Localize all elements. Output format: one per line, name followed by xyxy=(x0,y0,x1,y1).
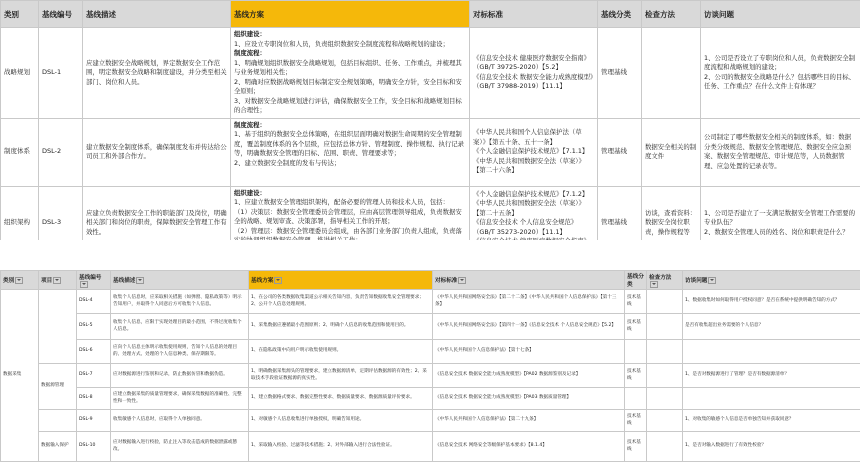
table-row xyxy=(1,314,860,340)
cell-id[interactable]: DSL-3 xyxy=(39,186,83,260)
cell-project[interactable] xyxy=(39,410,77,432)
table-row xyxy=(1,432,860,462)
cell-standard[interactable]: 《中华人民共和国网络安全法》【第四十一条】《信息安全技术 个人信息安全规范》【5.2】 xyxy=(433,314,625,340)
cell-standard[interactable] xyxy=(470,28,598,119)
cell-desc[interactable]: 应建立数据采集的质量管理要求，确保采集数据的准确性、完整性和一致性。 xyxy=(111,388,249,410)
cell-plan[interactable]: 1、明确数据采集源头的管理要求，建立数据源清单，定期评估数据源的有效性；2、采取技术手段验证数据源的真实性。 xyxy=(249,364,433,388)
cell-plan[interactable]: 1、在公司的各类数据收集渠道公示相关告知内容，负责告知数据收集安全管理要求；2、公开个人信息处理规则。 xyxy=(249,290,433,314)
std-line: 《信息安全技术 个人信息安全规范》（GB/T 35273-2020）【11.1】 xyxy=(473,218,578,236)
cell-type[interactable] xyxy=(625,340,647,364)
cell-desc[interactable]: 应对数据输入进行校验，防止注入等攻击造成的数据泄露或篡改。 xyxy=(111,432,249,462)
header-type[interactable]: 基线分类 xyxy=(598,1,642,28)
cell-plan[interactable]: 1、采取输入校验、过滤等技术措施；2、对外部输入进行合法性验证。 xyxy=(249,432,433,462)
plan-line: （1）决策层：数据安全管理委员会管理层，应由高层管理领导组成，负责数据安全的战略、规划审查、决策部署，指导相关工作的开展； xyxy=(234,207,462,225)
cell-check[interactable] xyxy=(647,364,683,388)
cell-standard[interactable]: 《中华人民共和国个人信息保护法》【第二十九条】 xyxy=(433,410,625,432)
cell-id[interactable]: DSL-2 xyxy=(39,118,83,186)
cell-id[interactable]: DSL-8 xyxy=(77,388,111,410)
table-row xyxy=(1,388,860,410)
cell-standard[interactable]: 《信息安全技术 数据安全能力成熟度模型》【PA02 数据源鉴别及记录】 xyxy=(433,364,625,388)
table-row xyxy=(1,290,860,314)
cell-check[interactable]: 访谈，查看资料：数据安全岗位职责，操作规程等 xyxy=(642,186,701,260)
cell-standard[interactable] xyxy=(470,118,598,186)
filter-dropdown-icon[interactable] xyxy=(80,281,88,288)
cell-id[interactable]: DSL-4 xyxy=(77,290,111,314)
header-standard[interactable]: 对标标准 xyxy=(470,1,598,28)
cell-plan[interactable]: 1、对敏感个人信息收集进行单独授权，明确告知用途。 xyxy=(249,410,433,432)
cell-category[interactable]: 战略规划 xyxy=(1,28,39,119)
cell-check[interactable] xyxy=(647,290,683,314)
cell-qa[interactable]: 是否有收集超出业务需要的个人信息？ xyxy=(683,314,860,340)
cell-plan[interactable]: 1、在隐私政策中向用户明示收集使用规则。 xyxy=(249,340,433,364)
header-id[interactable]: 基线编号 xyxy=(39,1,83,28)
plan-line: 3、对数据安全战略规划进行评估，确保数据安全工作，安全目标和战略规划目标的合理性； xyxy=(234,96,462,114)
cell-group[interactable]: 数据采集 xyxy=(1,290,39,462)
header-category[interactable]: 类别 xyxy=(1,271,39,290)
plan-line: 制度流程： xyxy=(234,120,266,129)
filter-dropdown-icon[interactable] xyxy=(708,277,716,284)
cell-plan[interactable] xyxy=(231,28,470,119)
cell-id[interactable]: DSL-10 xyxy=(77,432,111,462)
std-line: 《信息安全技术 数据安全能力成熟度模型》（GB/T 37988-2019）【11.1】 xyxy=(473,72,594,91)
table-row xyxy=(1,340,860,364)
filter-dropdown-icon[interactable] xyxy=(650,281,658,288)
std-line: 《个人金融信息保护技术规范》【7.1.2】 xyxy=(473,189,589,198)
cell-check[interactable] xyxy=(647,340,683,364)
cell-check[interactable] xyxy=(647,388,683,410)
qa-line: 2、公司的数据安全战略是什么？包括哪些目的目标、任务、工作重点？在什么文件上有体现？ xyxy=(704,72,856,91)
qa-line: 1、公司是否设立了专职岗位和人员，负责数据安全制度流程和战略规划的建设； xyxy=(704,53,856,72)
header-type[interactable]: 基线分类 xyxy=(625,271,647,290)
cell-qa[interactable] xyxy=(701,28,860,119)
header-qa[interactable]: 访谈问题 xyxy=(683,271,860,290)
cell-project[interactable] xyxy=(39,290,77,364)
cell-qa[interactable] xyxy=(683,388,860,410)
cell-qa[interactable]: 1、数据收集时如何取得用户授权同意？是否在系统中提供明确告知的方式？ xyxy=(683,290,860,314)
cell-id[interactable]: DSL-5 xyxy=(77,314,111,340)
header-id[interactable]: 基线编号 xyxy=(77,271,111,290)
plan-line: 1、应设立专职岗位和人员，负责组织数据安全制度流程和战略规划的建设； xyxy=(234,39,449,48)
plan-line: 1、明确规划组织数据安全战略规划，包括目标组织、任务、工作重点，并梳理其与业务规划相关性； xyxy=(234,58,462,76)
cell-type[interactable]: 技术基线 xyxy=(625,364,647,388)
table-row xyxy=(1,118,860,186)
header-desc[interactable]: 基线描述 xyxy=(111,271,249,290)
cell-qa[interactable] xyxy=(701,118,860,186)
plan-line: 2、建立数据安全制度的发布与传达； xyxy=(234,158,341,167)
cell-type[interactable]: 管理基线 xyxy=(598,118,642,186)
plan-line: 1、基于组织的数据安全总体策略，在组织层面明确对数据生命周期的安全管理制度，覆盖制度体系的各个层级，应包括总体方针、管理制度、操作规程、执行记录等，明确数据安全管理的目标、范围、职责、管理要求等； xyxy=(234,130,465,157)
plan-line: 制度流程： xyxy=(234,49,266,57)
cell-standard[interactable]: 《信息安全技术 网络安全等级保护基本要求》【8.1.4】 xyxy=(433,432,625,462)
cell-qa[interactable]: 1、是否对数据源进行了管理？是否有数据源清单？ xyxy=(683,364,860,388)
filter-dropdown-icon[interactable] xyxy=(53,277,61,284)
cell-check[interactable]: 数据安全相关的制度文件 xyxy=(642,118,701,186)
cell-plan[interactable]: 1、建立数据格式要求、数据完整性要求、数据质量要求、数据源质量评价要求。 xyxy=(249,388,433,410)
cell-check[interactable] xyxy=(647,314,683,340)
table-row xyxy=(1,28,860,119)
cell-desc[interactable]: 建立数据安全制度体系，确保制度发布并传达给公司员工和外部合作方。 xyxy=(83,118,231,186)
cell-check[interactable] xyxy=(642,28,701,119)
cell-standard[interactable]: 《信息安全技术 数据安全能力成熟度模型》【PA03 数据质量管理】 xyxy=(433,388,625,410)
cell-project[interactable]: 数据源管理 xyxy=(39,364,77,410)
cell-desc[interactable]: 应向个人信息主体明示收集使用规则，告知个人信息的处理目的、处理方式、处理的个人信息种类、保存期限等。 xyxy=(111,340,249,364)
cell-type[interactable] xyxy=(625,388,647,410)
plan-line: 2、明确对应数据战略规划目标制定安全规划策略，明确安全方针，安全目标和安全原则； xyxy=(234,77,462,95)
cell-project[interactable]: 数据输入保护 xyxy=(39,432,77,462)
header-plan[interactable]: 基线方案 xyxy=(249,271,433,290)
qa-line: 2、数据安全管理人员的姓名、岗位和职责是什么？ xyxy=(704,227,849,236)
baseline-table-collection xyxy=(0,270,860,462)
std-line: 《中华人民共和国数据安全法（草案）》【第二十五条】 xyxy=(473,199,585,217)
cell-desc[interactable]: 应建立数据安全战略规划，界定数据安全工作范围，明定数据安全战略和制度建设，并分类至相关部门、岗位和人员。 xyxy=(83,28,231,119)
std-line: 《中华人民共和国数据安全法（草案）》【第二十六条】 xyxy=(473,156,585,175)
header-standard[interactable]: 对标标准 xyxy=(433,271,625,290)
header-project[interactable]: 项目 xyxy=(39,271,77,290)
cell-type[interactable]: 管理基线 xyxy=(598,186,642,260)
filter-dropdown-icon[interactable] xyxy=(274,277,282,284)
cell-type[interactable]: 管理基线 xyxy=(598,28,642,119)
cell-plan[interactable] xyxy=(231,118,470,186)
cell-standard[interactable]: 《中华人民共和国网络安全法》【第二十二条】《中华人民共和国个人信息保护法》【第十三条】 xyxy=(433,290,625,314)
cell-type[interactable]: 技术基线 xyxy=(625,410,647,432)
cell-plan[interactable]: 1、采集数据应遵循最小范围原则；2、明确个人信息的收集范围和使用目的。 xyxy=(249,314,433,340)
cell-desc[interactable]: 收集个人信息，应限于实现处理目的最小范围，不得过度收集个人信息。 xyxy=(111,314,249,340)
cell-check[interactable] xyxy=(647,432,683,462)
plan-line: 组织建设： xyxy=(234,188,266,197)
cell-qa[interactable]: 1、是否对输入数据进行了有效性校验？ xyxy=(683,432,860,462)
cell-check[interactable] xyxy=(647,410,683,432)
cell-category[interactable]: 组织架构 xyxy=(1,186,39,260)
cell-type[interactable]: 技术基线 xyxy=(625,432,647,462)
cell-type[interactable]: 技术基线 xyxy=(625,314,647,340)
header-check[interactable]: 检查方法 xyxy=(647,271,683,290)
filter-dropdown-icon[interactable] xyxy=(136,277,144,284)
qa-line: 1、公司是否建立了一支满足数据安全管理工作需要的专业队伍？ xyxy=(704,208,856,227)
cell-id[interactable]: DSL-9 xyxy=(77,410,111,432)
cell-desc[interactable]: 应对数据源进行鉴别和记录，防止数据仿冒和数据伪造。 xyxy=(111,364,249,388)
std-line: 《中华人民共和国个人信息保护法（草案）》【第五十条、五十一条】 xyxy=(473,128,582,146)
header-desc[interactable]: 基线描述 xyxy=(83,1,231,28)
plan-line: （2）管理层：数据安全管理委员会组成，由各部门业务部门负责人组成，负责落 xyxy=(234,226,462,235)
header-category[interactable]: 类别 xyxy=(1,1,39,28)
cell-type[interactable]: 技术基线 xyxy=(625,290,647,314)
cell-desc[interactable]: 收集个人信息时，应采取相关措施（如弹窗、隐私政策等）明示告知用户，并取得个人同意后方可收集个人信息。 xyxy=(111,290,249,314)
header-qa[interactable]: 访谈问题 xyxy=(701,1,860,28)
header-plan[interactable]: 基线方案 xyxy=(231,1,470,28)
plan-line: 组织建设： xyxy=(234,30,266,38)
table-row xyxy=(1,410,860,432)
qa-line: 公司制定了哪些数据安全相关的制度体系，如：数据分类分级规范、数据安全管理规范、数据安全应急预案、数据安全管理规范、审计规范等，人员数据管理、应急处置的记录表等。 xyxy=(704,133,851,170)
header-row xyxy=(1,271,860,290)
std-line: 《个人金融信息保护技术规范》【7.1.1】 xyxy=(473,147,589,156)
cell-standard[interactable]: 《中华人民共和国个人信息保护法》【第十七条】 xyxy=(433,340,625,364)
header-row xyxy=(1,1,860,28)
header-check[interactable]: 检查方法 xyxy=(642,1,701,28)
filter-dropdown-icon[interactable] xyxy=(15,277,23,284)
cell-category[interactable]: 制度体系 xyxy=(1,118,39,186)
cell-desc[interactable]: 应建立负责数据安全工作的职能部门及岗位，明确相关部门和岗位的职责，保障数据安全管理工作有效性。 xyxy=(83,186,231,260)
cell-id[interactable]: DSL-6 xyxy=(77,340,111,364)
std-line: 《信息安全技术 健康医疗数据安全指南》（GB/T 39725-2020）【5.2】 xyxy=(473,53,591,72)
cell-qa[interactable] xyxy=(683,340,860,364)
cell-id[interactable]: DSL-7 xyxy=(77,364,111,388)
cell-id[interactable]: DSL-1 xyxy=(39,28,83,119)
filter-dropdown-icon[interactable] xyxy=(458,277,466,284)
sheet-gap xyxy=(0,240,860,270)
cell-desc[interactable]: 收集敏感个人信息时，应取得个人单独同意。 xyxy=(111,410,249,432)
table-row xyxy=(1,364,860,388)
plan-line: 1、应建立数据安全管理组织架构，配备必要的管理人员和技术人员，包括： xyxy=(234,198,449,206)
cell-qa[interactable]: 1、对收集的敏感个人信息是否单独告知并获取同意？ xyxy=(683,410,860,432)
